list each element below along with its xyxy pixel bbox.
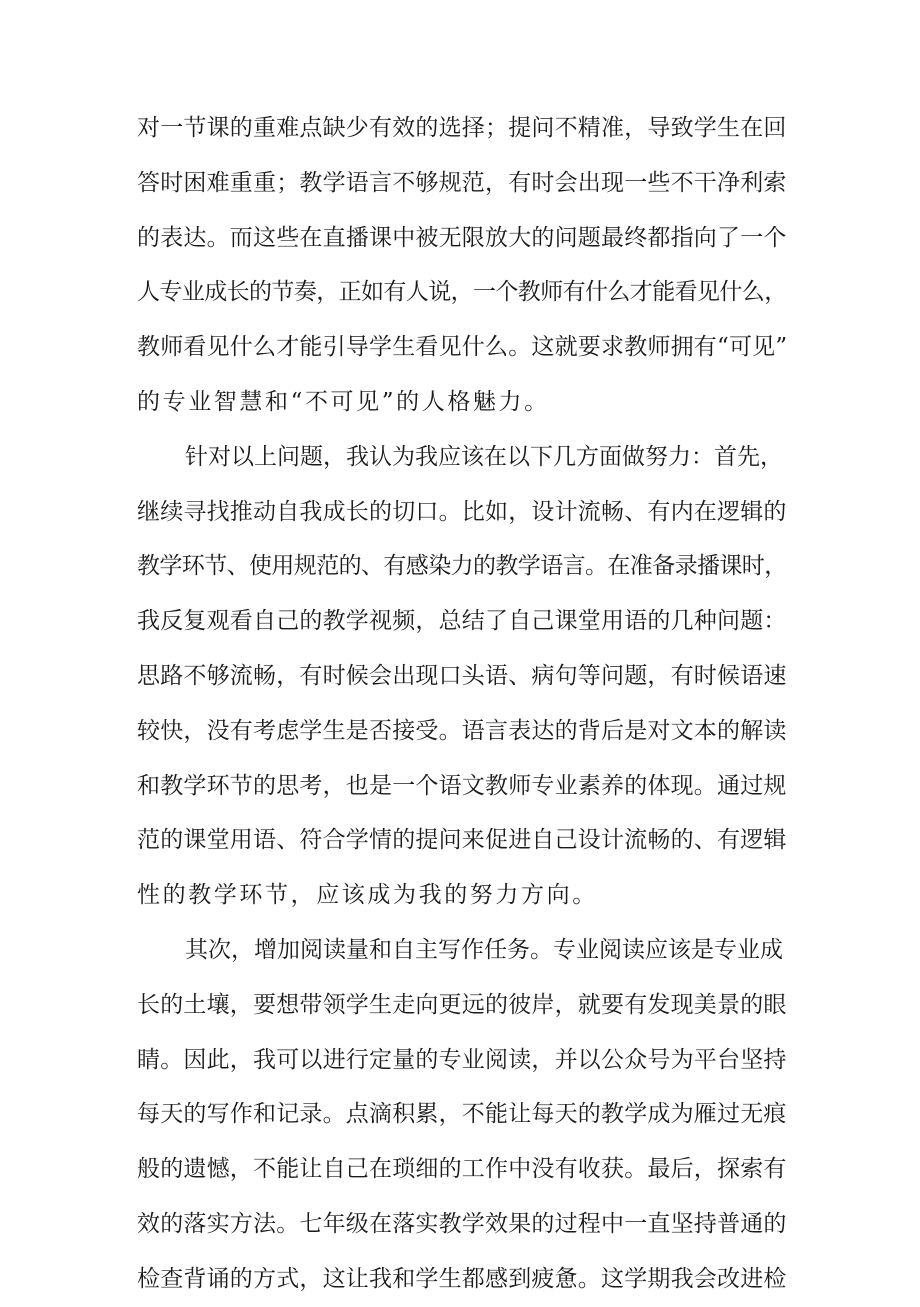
- text-line: 的专业智慧和“不可见”的人格魅力。: [137, 388, 550, 415]
- text-line: 人专业成长的节奏，正如有人说，一个教师有什么才能看见什么，: [137, 279, 787, 306]
- document-body: [137, 101, 787, 1307]
- text-line: 教学环节、使用规范的、有感染力的教学语言。在准备录播课时，: [137, 553, 787, 580]
- text-line: 继续寻找推动自我成长的切口。比如，设计流畅、有内在逻辑的: [137, 498, 787, 525]
- text-line: 范的课堂用语、符合学情的提问来促进自己设计流畅的、有逻辑: [137, 827, 787, 854]
- text-line: 和教学环节的思考，也是一个语文教师专业素养的体现。通过规: [137, 772, 787, 799]
- text-line: 答时困难重重；教学语言不够规范，有时会出现一些不干净利索: [137, 169, 787, 196]
- text-line: 思路不够流畅，有时候会出现口头语、病句等问题，有时候语速: [137, 662, 787, 689]
- text-line: 性的教学环节，应该成为我的努力方向。: [137, 882, 598, 909]
- text-line: 般的遗憾，不能让自己在琐细的工作中没有收获。最后，探索有: [137, 1156, 787, 1183]
- text-line: 长的土壤，要想带领学生走向更远的彼岸，就要有发现美景的眼: [137, 991, 787, 1018]
- text-line: 较快，没有考虑学生是否接受。语言表达的背后是对文本的解读: [137, 717, 787, 744]
- text-line: 教师看见什么才能引导学生看见什么。这就要求教师拥有“可见”: [137, 334, 788, 361]
- text-line: 检查背诵的方式，这让我和学生都感到疲惫。这学期我会改进检: [137, 1265, 787, 1292]
- text-line: 睛。因此，我可以进行定量的专业阅读，并以公众号为平台坚持: [137, 1046, 787, 1073]
- paragraph-first-line: 其次，增加阅读量和自主写作任务。专业阅读应该是专业成: [185, 936, 783, 963]
- text-line: 每天的写作和记录。点滴积累，不能让每天的教学成为雁过无痕: [137, 1101, 787, 1128]
- text-line: 我反复观看自己的教学视频，总结了自己课堂用语的几种问题：: [137, 608, 787, 635]
- text-line: 效的落实方法。七年级在落实教学效果的过程中一直坚持普通的: [137, 1210, 787, 1237]
- text-line: 对一节课的重难点缺少有效的选择；提问不精准，导致学生在回: [137, 115, 787, 141]
- text-line: 的表达。而这些在直播课中被无限放大的问题最终都指向了一个: [137, 224, 787, 251]
- paragraph-first-line: 针对以上问题，我认为我应该在以下几方面做努力：首先，: [185, 443, 783, 470]
